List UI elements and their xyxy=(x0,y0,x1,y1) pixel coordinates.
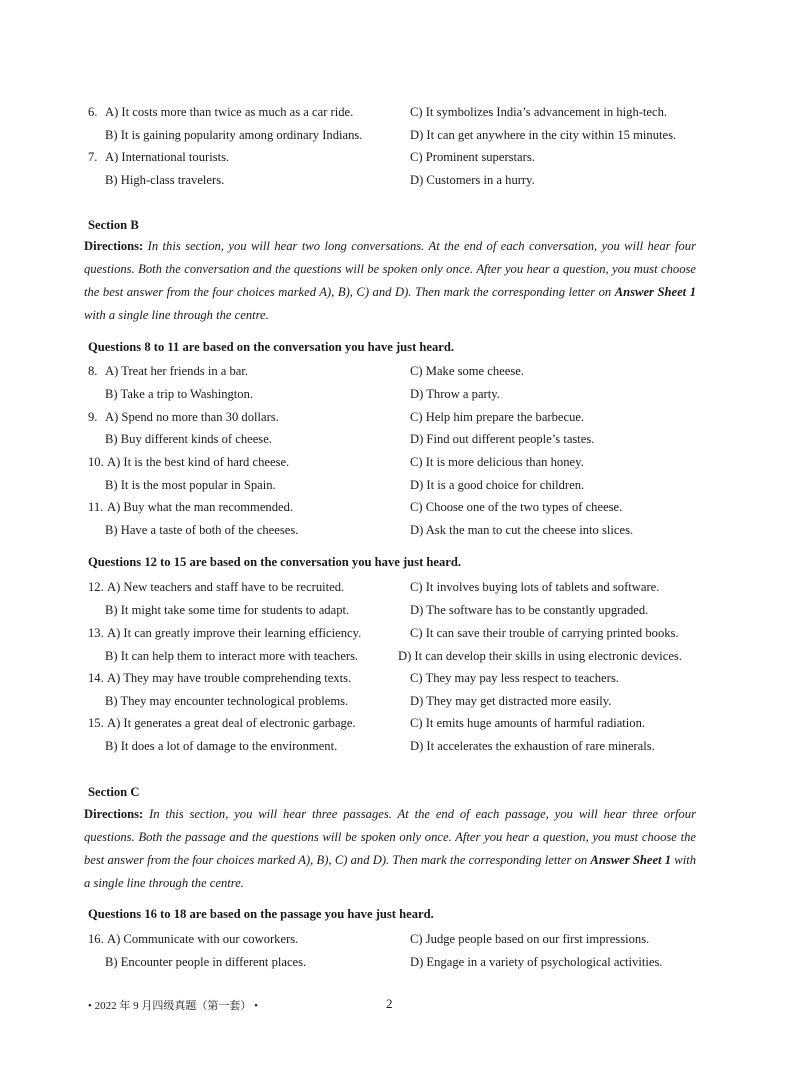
question-number: 6. xyxy=(88,105,98,119)
option-d: D) Ask the man to cut the cheese into slices. xyxy=(410,523,634,537)
exam-footer-title: • 2022 年 9 月四级真题（第一套） • xyxy=(88,1000,258,1012)
option-a: A) It generates a great deal of electronic garbage. xyxy=(107,716,356,730)
option-d: D) It accelerates the exhaustion of rare minerals. xyxy=(410,739,655,753)
question-15 xyxy=(0,714,800,732)
option-d: D) Find out different people’s tastes. xyxy=(410,432,595,446)
option-a: A) It can greatly improve their learning efficiency. xyxy=(107,626,362,640)
option-b: B) High-class travelers. xyxy=(105,173,225,187)
question-13 xyxy=(0,624,800,642)
option-d: D) It can develop their skills in using electronic devices. xyxy=(398,649,682,663)
question-7-row2 xyxy=(0,171,800,189)
option-a: A) They may have trouble comprehending texts. xyxy=(107,671,352,685)
question-9 xyxy=(0,408,800,426)
option-a: A) It is the best kind of hard cheese. xyxy=(107,455,290,469)
option-b: B) Take a trip to Washington. xyxy=(105,387,254,401)
answer-sheet-label: Answer Sheet 1 xyxy=(614,285,696,299)
directions-text-end: with a single line through the centre. xyxy=(84,853,696,890)
question-12-row2 xyxy=(0,601,800,619)
question-number: 16. xyxy=(88,932,104,946)
question-16-row2 xyxy=(0,953,800,971)
option-d: D) The software has to be constantly upgraded. xyxy=(410,603,649,617)
option-c: C) It is more delicious than honey. xyxy=(410,455,584,469)
page-number: 2 xyxy=(386,996,393,1011)
option-b: B) It can help them to interact more with teachers. xyxy=(105,649,359,663)
option-b: B) It might take some time for students to adapt. xyxy=(105,603,350,617)
question-number: 8. xyxy=(88,364,98,378)
option-a: A) Spend no more than 30 dollars. xyxy=(105,410,279,424)
option-b: B) Encounter people in different places. xyxy=(105,955,307,969)
question-8 xyxy=(0,362,800,380)
option-b: B) Buy different kinds of cheese. xyxy=(105,432,272,446)
question-16 xyxy=(0,930,800,948)
directions-text-end: with a single line through the centre. xyxy=(84,308,269,322)
option-d: D) Throw a party. xyxy=(410,387,500,401)
question-7 xyxy=(0,148,800,166)
option-b: B) Have a taste of both of the cheeses. xyxy=(105,523,299,537)
option-c: C) Choose one of the two types of cheese. xyxy=(410,500,623,514)
section-b-title: Section B xyxy=(88,218,139,232)
option-c: C) Make some cheese. xyxy=(410,364,525,378)
directions-label: Directions: xyxy=(84,239,144,253)
questions-16-18-heading: Questions 16 to 18 are based on the passage you have just heard. xyxy=(88,907,434,921)
question-10 xyxy=(0,453,800,471)
question-6-row2 xyxy=(0,126,800,144)
question-9-row2 xyxy=(0,430,800,448)
question-14 xyxy=(0,669,800,687)
section-c-title: Section C xyxy=(88,785,140,799)
option-a: A) Treat her friends in a bar. xyxy=(105,364,249,378)
option-a: A) International tourists. xyxy=(105,150,230,164)
option-b: B) It is the most popular in Spain. xyxy=(105,478,276,492)
question-6 xyxy=(0,103,800,121)
question-11 xyxy=(0,498,800,516)
option-c: C) It symbolizes India’s advancement in high-tech. xyxy=(410,105,668,119)
option-d: D) Engage in a variety of psychological activities. xyxy=(410,955,663,969)
question-number: 10. xyxy=(88,455,104,469)
directions-text: In this section, you will hear three passages. At the end of each passage, you will hear three orfour questions. Both the passage and the questions will be spoken only once. After you hear a question, you must choose the best answer from the four choices marked A), B), C) and D). Then mark the corresponding letter on xyxy=(84,807,696,867)
question-number: 15. xyxy=(88,716,104,730)
question-10-row2 xyxy=(0,476,800,494)
questions-8-11-heading: Questions 8 to 11 are based on the conversation you have just heard. xyxy=(88,340,455,354)
question-8-row2 xyxy=(0,385,800,403)
directions-text: In this section, you will hear two long conversations. At the end of each conversation, you will hear four questions. Both the conversation and the questions will be spoken only once. After you hear a question, you must choose the best answer from the four choices marked A), B), C) and D). Then mark the corresponding letter on xyxy=(84,239,696,299)
option-d: D) They may get distracted more easily. xyxy=(410,694,612,708)
option-a: A) It costs more than twice as much as a car ride. xyxy=(105,105,354,119)
option-b: B) They may encounter technological problems. xyxy=(105,694,349,708)
question-number: 14. xyxy=(88,671,104,685)
question-15-row2 xyxy=(0,737,800,755)
option-b: B) It does a lot of damage to the environment. xyxy=(105,739,338,753)
question-number: 11. xyxy=(88,500,104,514)
option-c: C) Prominent superstars. xyxy=(410,150,535,164)
option-c: C) It emits huge amounts of harmful radiation. xyxy=(410,716,646,730)
option-d: D) Customers in a hurry. xyxy=(410,173,535,187)
section-b-directions xyxy=(84,235,696,327)
option-c: C) Help him prepare the barbecue. xyxy=(410,410,585,424)
option-c: C) It can save their trouble of carrying printed books. xyxy=(410,626,679,640)
question-number: 13. xyxy=(88,626,104,640)
answer-sheet-label: Answer Sheet 1 xyxy=(590,853,672,867)
option-c: C) They may pay less respect to teachers. xyxy=(410,671,619,685)
question-number: 9. xyxy=(88,410,98,424)
option-c: C) It involves buying lots of tablets and software. xyxy=(410,580,660,594)
option-d: D) It is a good choice for children. xyxy=(410,478,585,492)
option-b: B) It is gaining popularity among ordinary Indians. xyxy=(105,128,363,142)
option-d: D) It can get anywhere in the city within 15 minutes. xyxy=(410,128,677,142)
option-c: C) Judge people based on our first impressions. xyxy=(410,932,650,946)
question-number: 7. xyxy=(88,150,98,164)
question-11-row2 xyxy=(0,521,800,539)
option-a: A) New teachers and staff have to be recruited. xyxy=(107,580,345,594)
questions-12-15-heading: Questions 12 to 15 are based on the conversation you have just heard. xyxy=(88,555,462,569)
question-14-row2 xyxy=(0,692,800,710)
section-c-directions xyxy=(84,803,696,895)
question-13-row2 xyxy=(0,647,800,665)
question-number: 12. xyxy=(88,580,104,594)
option-a: A) Communicate with our coworkers. xyxy=(107,932,299,946)
directions-label: Directions: xyxy=(84,807,144,821)
question-12 xyxy=(0,578,800,596)
option-a: A) Buy what the man recommended. xyxy=(107,500,294,514)
